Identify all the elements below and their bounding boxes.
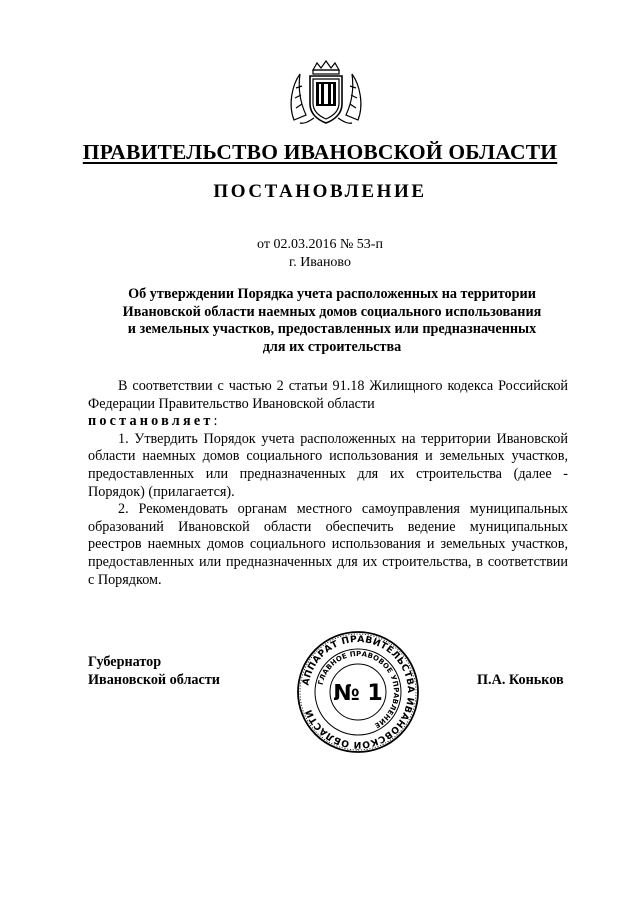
subject-line: и земельных участков, предоставленных или предназначенных [127,321,537,337]
stamp-number: № 1 [333,681,383,706]
date-number: от 02.03.2016 № 53-п [257,237,383,252]
intro-paragraph [88,378,568,431]
subject-line: Об утверждении Порядка учета расположенных на территории [128,286,536,302]
subject-line: Ивановской области наемных домов социального использования [122,303,542,320]
document-type: ПОСТАНОВЛЕНИЕ [213,181,427,202]
decree-colon: : [213,413,218,430]
document-subject [88,286,576,356]
stamp-inner-text: ГЛАВНОЕ ПРАВОВОЕ УПРАВЛЕНИЕ [316,649,401,730]
organization-title: ПРАВИТЕЛЬСТВО ИВАНОВСКОЙ ОБЛАСТИ [82,140,558,164]
signatory-title-line: Ивановской области [88,672,220,688]
stamp-outer-text: АППАРАТ ПРАВИТЕЛЬСТВА ИВАНОВСКОЙ ОБЛАСТИ [300,633,417,751]
document-body [88,378,568,589]
document-meta [0,236,640,272]
signatory-name: П.А. Коньков [477,672,564,688]
item-2-paragraph: 2. Рекомендовать органам местного самоуправления муниципальных образований Ивановской области обеспечить ведение муниципальных реестров наемных домов социального использования и земельных участков, предоставленных или предназначенных для их строительства, в соответствии с Порядком. [88,501,568,588]
decree-word: постановляет [88,413,214,430]
subject-line: для их строительства [262,338,402,355]
official-stamp [296,630,420,754]
coat-of-arms-emblem [286,60,366,126]
signatory-title [88,653,220,689]
intro-text: В соответствии с частью 2 статьи 91.18 Жилищного кодекса Российской Федерации Правительство Ивановской области [88,378,568,412]
item-1-paragraph: 1. Утвердить Порядок учета расположенных на территории Ивановской области наемных домов социального использования и земельных участков, предоставленных или предназначенных для их строительства (далее - Порядок) (прилагается). [88,430,568,500]
city: г. Иваново [289,255,351,270]
signatory-title-line: Губернатор [88,654,162,670]
